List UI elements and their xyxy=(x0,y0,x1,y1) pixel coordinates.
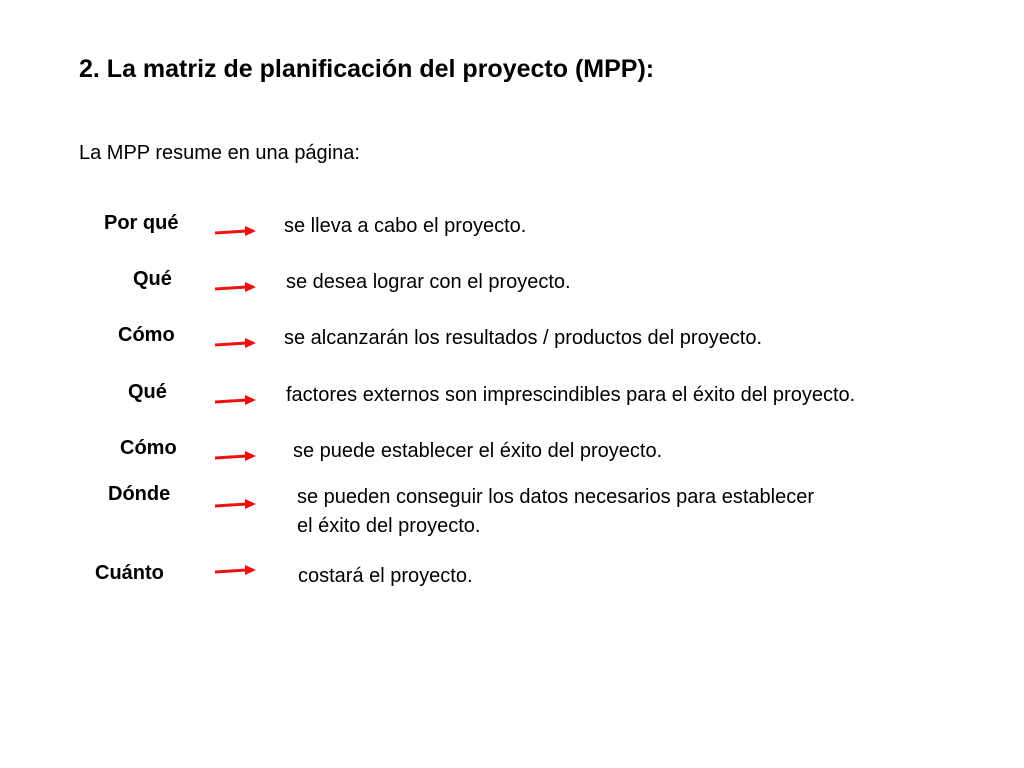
row-keyword: Qué xyxy=(133,268,172,290)
row-keyword: Cómo xyxy=(120,437,177,459)
right-arrow-icon xyxy=(214,450,256,464)
row-description: se desea lograr con el proyecto. xyxy=(286,271,571,293)
list-item xyxy=(0,212,1024,252)
row-description-line2: el éxito del proyecto. xyxy=(297,515,481,537)
right-arrow-icon xyxy=(214,337,256,351)
right-arrow-icon xyxy=(214,498,256,512)
row-keyword: Dónde xyxy=(108,483,171,505)
list-item xyxy=(0,483,1024,543)
row-description: factores externos son imprescindibles para el éxito del proyecto. xyxy=(286,384,856,406)
right-arrow-icon xyxy=(214,225,256,239)
row-keyword: Cómo xyxy=(118,324,175,346)
row-description: costará el proyecto. xyxy=(298,565,473,587)
row-keyword: Qué xyxy=(128,381,167,403)
list-item xyxy=(0,562,1024,602)
row-description: se lleva a cabo el proyecto. xyxy=(284,215,527,237)
intro-text: La MPP resume en una página: xyxy=(79,142,360,164)
list-item xyxy=(0,324,1024,364)
list-item xyxy=(0,437,1024,477)
right-arrow-icon xyxy=(214,281,256,295)
row-description: se alcanzarán los resultados / productos del proyecto. xyxy=(284,327,763,349)
list-item xyxy=(0,381,1024,421)
row-description xyxy=(297,483,814,541)
row-keyword: Por qué xyxy=(104,212,179,234)
list-item xyxy=(0,268,1024,308)
right-arrow-icon xyxy=(214,394,256,408)
right-arrow-icon xyxy=(214,564,256,578)
slide-title: 2. La matriz de planificación del proyecto (MPP): xyxy=(79,55,655,83)
row-description-line1: se pueden conseguir los datos necesarios para establecer xyxy=(297,486,814,508)
row-keyword: Cuánto xyxy=(95,562,164,584)
row-description: se puede establecer el éxito del proyecto. xyxy=(293,440,663,462)
